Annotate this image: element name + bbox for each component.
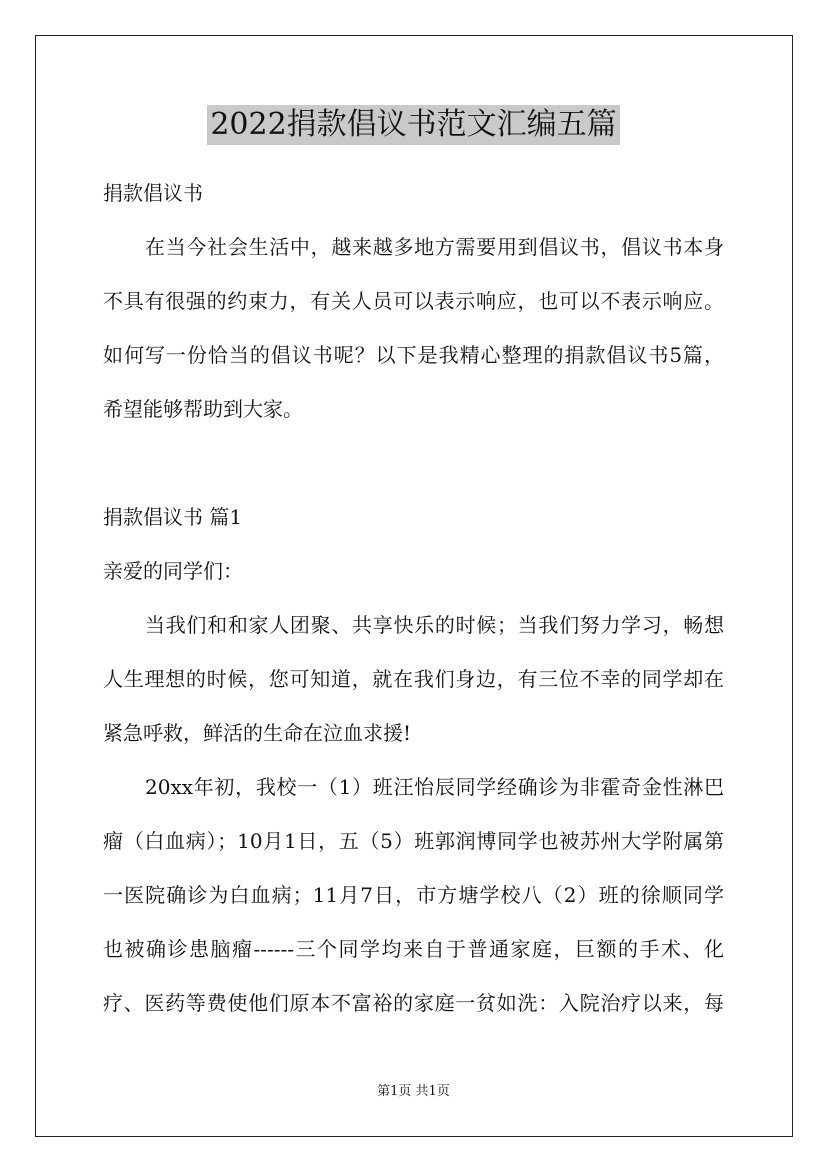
- page-number-footer: 第1页 共1页: [377, 1084, 450, 1099]
- paragraph-line: 紧急呼救，鲜活的生命在泣血求援!: [103, 721, 412, 745]
- section1-heading: 捐款倡议书 篇1: [103, 505, 243, 529]
- salutation: 亲爱的同学们：: [103, 559, 243, 583]
- intro-line: 希望能够帮助到大家。: [103, 397, 303, 421]
- paragraph-line: 一医院确诊为白血病；11月7日，市方塘学校八（2）班的徐顺同学: [103, 883, 724, 907]
- intro-line: 不具有很强的约束力，有关人员可以表示响应，也可以不表示响应。: [103, 289, 724, 313]
- paragraph-line: 人生理想的时候，您可知道，就在我们身边，有三位不幸的同学却在: [103, 667, 724, 691]
- section-heading: 捐款倡议书: [103, 181, 203, 205]
- title-container: [0, 105, 827, 145]
- paragraph-line: 疗、医药等费使他们原本不富裕的家庭一贫如洗：入院治疗以来，每: [103, 991, 724, 1015]
- intro-line: 在当今社会生活中，越来越多地方需要用到倡议书，倡议书本身: [145, 235, 724, 259]
- paragraph-line: 也被确诊患脑瘤------三个同学均来自于普通家庭，巨额的手术、化: [103, 937, 724, 961]
- paragraph-line: 20xx年初，我校一（1）班汪怡辰同学经确诊为非霍奇金性淋巴: [145, 775, 724, 799]
- document-title: 2022捐款倡议书范文汇编五篇: [207, 105, 619, 145]
- document-body: [103, 166, 724, 1030]
- blank-line: [103, 436, 724, 490]
- intro-line: 如何写一份恰当的倡议书呢？以下是我精心整理的捐款倡议书5篇，: [103, 343, 724, 367]
- paragraph-line: 瘤（白血病）；10月1日，五（5）班郭润博同学也被苏州大学附属第: [103, 829, 724, 853]
- paragraph-line: 当我们和和家人团聚、共享快乐的时候；当我们努力学习，畅想: [145, 613, 724, 637]
